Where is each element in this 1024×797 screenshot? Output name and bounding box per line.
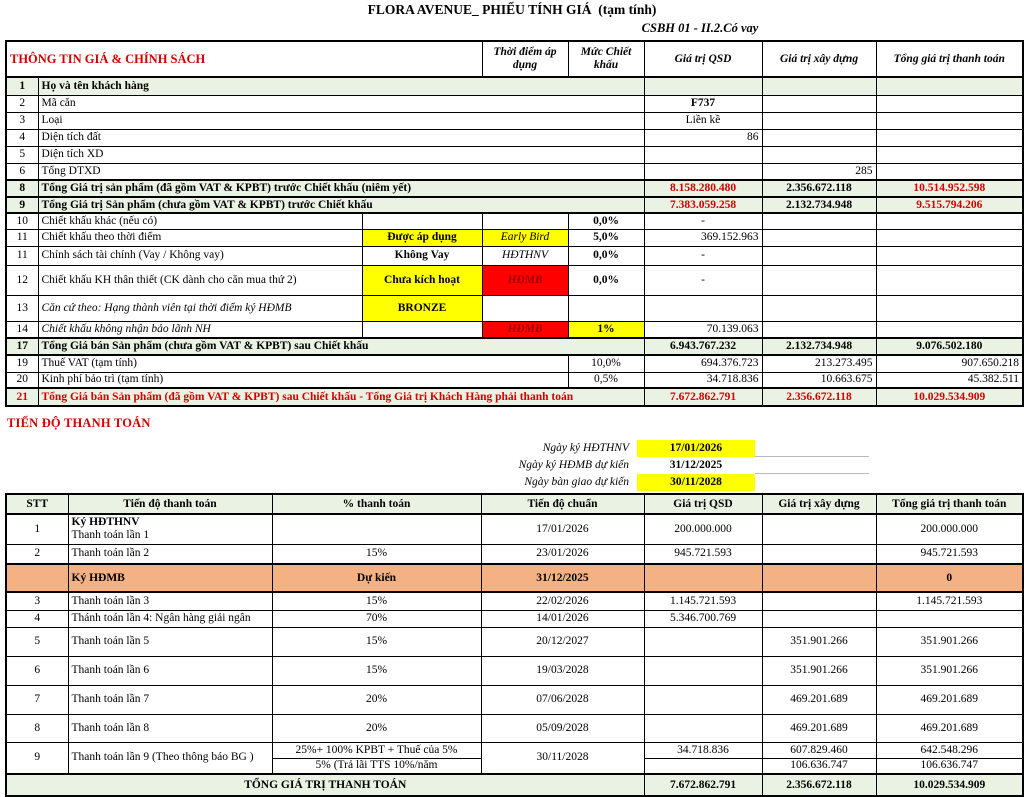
percent: 15% — [272, 627, 481, 656]
payment-section-title: TIẾN ĐỘ THANH TOÁN — [7, 416, 151, 430]
discount-period: Early Bird — [482, 229, 568, 246]
total-value: 907.650.218 — [876, 355, 1023, 372]
loyalty-status: Chưa kích hoạt — [362, 265, 482, 295]
cell — [876, 146, 1023, 163]
payment-total-row — [6, 774, 1023, 796]
cell — [876, 246, 1023, 265]
cell — [644, 564, 762, 592]
percent: 15% — [272, 592, 481, 610]
stt: 1 — [6, 514, 68, 544]
cell — [362, 321, 482, 338]
discount-rate: 0,0% — [568, 213, 644, 229]
percent: 5% (Trả lãi TTS 10%/năm — [272, 758, 481, 774]
stt — [6, 564, 68, 592]
table-row — [6, 514, 1023, 544]
table-row — [6, 265, 1023, 295]
total-value: 10.514.952.598 — [876, 180, 1023, 197]
total-value: 351.901.266 — [876, 656, 1023, 685]
payment-header-row — [6, 494, 1023, 514]
stt: 9 — [6, 742, 68, 774]
xd-value: 2.132.734.948 — [762, 338, 876, 355]
row-number: 2 — [6, 95, 38, 112]
milestone-label: Thánh toán lần 4: Ngân hàng giải ngân — [68, 610, 272, 627]
cell — [762, 295, 876, 321]
cell — [644, 758, 762, 774]
sales-policy-subtitle: CSBH 01 - II.2.Có vay — [641, 21, 759, 35]
land-area-label: Diện tích đất — [38, 129, 644, 146]
xd-value: 2.356.672.118 — [762, 180, 876, 197]
row-number: 5 — [6, 146, 38, 163]
cell — [762, 213, 876, 229]
qsd-value: 6.943.767.232 — [644, 338, 762, 355]
row-number: 9 — [6, 197, 38, 213]
contract-date-label: Ngày ký HĐMB dự kiến — [518, 459, 629, 471]
stt: 3 — [6, 592, 68, 610]
grand-total-label: TỔNG GIÁ TRỊ THANH TOÁN — [6, 774, 644, 796]
col-header-gia-tri-qsd: Giá trị QSD — [644, 41, 762, 77]
xd-value: 10.663.675 — [762, 372, 876, 388]
cell — [762, 321, 876, 338]
table-row — [6, 213, 1023, 229]
discount-rate: 0,0% — [568, 265, 644, 295]
cell — [362, 213, 482, 229]
total-value: 45.382.511 — [876, 372, 1023, 388]
row-number: 19 — [6, 355, 38, 372]
col-header-tong-gia-tri: Tổng giá trị thanh toán — [876, 494, 1023, 514]
membership-tier: BRONZE — [362, 295, 482, 321]
cell — [762, 112, 876, 129]
table-row — [6, 388, 1023, 406]
row-number: 14 — [6, 321, 38, 338]
contract-date-row — [5, 474, 1022, 491]
qsd-value: 369.152.963 — [644, 229, 762, 246]
due-date: 19/03/2028 — [481, 656, 644, 685]
col-header-muc-chiet-khau: Mức Chiết khấu — [568, 41, 644, 77]
milestone-label: Thanh toán lần 9 (Theo thông báo BG ) — [68, 742, 272, 774]
milestone-label: Thanh toán lần 3 — [68, 592, 272, 610]
table-row — [6, 321, 1023, 338]
payment-schedule-table — [5, 493, 1024, 797]
table-row — [6, 129, 1023, 146]
percent: 70% — [272, 610, 481, 627]
table-row — [6, 95, 1023, 112]
unit-code-label: Mã căn — [38, 95, 644, 112]
hdmb-milestone-row — [6, 564, 1023, 592]
total-value: 469.201.689 — [876, 685, 1023, 714]
contract-date-value: 31/12/2025 — [669, 459, 723, 471]
cell — [762, 514, 876, 544]
cell — [644, 163, 762, 180]
row-number: 17 — [6, 338, 38, 355]
unit-type-value: Liền kề — [644, 112, 762, 129]
stt: 8 — [6, 714, 68, 742]
qsd-value: 8.158.280.480 — [644, 180, 762, 197]
cell — [876, 295, 1023, 321]
pre-vat-total-label: Tổng Giá trị Sản phẩm (chưa gồm VAT & KPBT) trước Chiết khấu — [38, 197, 644, 213]
total-value: 469.201.689 — [876, 714, 1023, 742]
milestone-label: Thanh toán lần 6 — [68, 656, 272, 685]
col-header-tien-do: Tiến độ thanh toán — [68, 494, 272, 514]
stt: 5 — [6, 627, 68, 656]
row-number: 21 — [6, 388, 38, 406]
row-number: 3 — [6, 112, 38, 129]
other-discount-label: Chiết khấu khác (nếu có) — [38, 213, 362, 229]
price-table-body — [6, 41, 1023, 406]
qsd-value: - — [644, 246, 762, 265]
date-row-extension — [755, 474, 869, 491]
table-row — [6, 742, 1023, 758]
row-number: 4 — [6, 129, 38, 146]
stt: 2 — [6, 544, 68, 564]
total-value: 9.515.794.206 — [876, 197, 1023, 213]
qsd-value: - — [644, 213, 762, 229]
cell — [876, 95, 1023, 112]
xd-value: 351.901.266 — [762, 656, 876, 685]
finance-policy-label: Chính sách tài chính (Vay / Không vay) — [38, 246, 362, 265]
col-header-gia-tri-qsd: Giá trị QSD — [644, 494, 762, 514]
col-header-stt: STT — [6, 494, 68, 514]
due-date: 22/02/2026 — [481, 592, 644, 610]
table-row — [6, 610, 1023, 627]
cell — [762, 229, 876, 246]
maintenance-rate: 0,5% — [568, 372, 644, 388]
table-row — [6, 355, 1023, 372]
qsd-value: 945.721.593 — [644, 544, 762, 564]
table-row — [6, 544, 1023, 564]
due-date: 30/11/2028 — [481, 742, 644, 774]
contract-date-row — [5, 440, 1022, 457]
cell — [482, 213, 568, 229]
cell — [762, 544, 876, 564]
milestone-label: Thanh toán lần 8 — [68, 714, 272, 742]
percent: Dự kiến — [272, 564, 481, 592]
table-row — [6, 112, 1023, 129]
due-date: 31/12/2025 — [481, 564, 644, 592]
discount-rate: 1% — [568, 321, 644, 338]
total-value: 106.636.747 — [876, 758, 1023, 774]
cell — [876, 213, 1023, 229]
percent — [272, 514, 481, 544]
xd-value: 213.273.495 — [762, 355, 876, 372]
cell — [762, 95, 876, 112]
table-row — [6, 180, 1023, 197]
row-number: 6 — [6, 163, 38, 180]
milestone-label: Ký HĐMB — [68, 564, 272, 592]
contract-date-value: 30/11/2028 — [637, 474, 755, 491]
cell — [762, 129, 876, 146]
cell — [876, 321, 1023, 338]
col-header-gia-tri-xay-dung: Giá trị xây dựng — [762, 41, 876, 77]
total-dtxd-value: 285 — [762, 163, 876, 180]
qsd-value: 7.672.862.791 — [644, 388, 762, 406]
qsd-value: 7.383.059.258 — [644, 197, 762, 213]
total-value: 945.721.593 — [876, 544, 1023, 564]
due-date: 17/01/2026 — [481, 514, 644, 544]
row-number: 1 — [6, 77, 38, 95]
total-value: 351.901.266 — [876, 627, 1023, 656]
loyalty-period: HĐMB — [482, 265, 568, 295]
cell — [644, 656, 762, 685]
percent: 20% — [272, 685, 481, 714]
cell — [876, 229, 1023, 246]
xd-value: 2.356.672.118 — [762, 774, 876, 796]
customer-name-value — [644, 77, 762, 95]
date-row-extension — [755, 440, 869, 457]
build-area-label: Diện tích XD — [38, 146, 644, 163]
xd-value: 607.829.460 — [762, 742, 876, 758]
due-date: 05/09/2028 — [481, 714, 644, 742]
cell — [876, 163, 1023, 180]
customer-name-label: Họ và tên khách hàng — [38, 77, 644, 95]
qsd-value: 7.672.862.791 — [644, 774, 762, 796]
price-header-row — [6, 41, 1023, 77]
row-number: 12 — [6, 265, 38, 295]
stt: 7 — [6, 685, 68, 714]
xd-value: 351.901.266 — [762, 627, 876, 656]
row-number: 11 — [6, 229, 38, 246]
membership-basis-label: Căn cứ theo: Hạng thành viên tại thời điểm ký HĐMB — [38, 295, 362, 321]
contract-date-value: 17/01/2026 — [637, 440, 755, 457]
table-row — [6, 685, 1023, 714]
row-number: 13 — [6, 295, 38, 321]
unit-type-label: Loại — [38, 112, 644, 129]
discount-rate: 5,0% — [568, 229, 644, 246]
listed-total-label: Tổng Giá trị sản phẩm (đã gồm VAT & KPBT) trước Chiết khấu (niêm yết) — [38, 180, 644, 197]
col-header-tien-do-chuan: Tiến độ chuẩn — [481, 494, 644, 514]
total-value: 0 — [876, 564, 1023, 592]
after-discount-total-label: Tổng Giá bán Sản phẩm (chưa gồm VAT & KPBT) sau Chiết khấu — [38, 338, 644, 355]
col-header-thoi-diem: Thời điểm áp dụng — [482, 41, 568, 77]
total-value: 9.076.502.180 — [876, 338, 1023, 355]
contract-date-label: Ngày bàn giao dự kiến — [524, 476, 629, 488]
cell — [762, 77, 876, 95]
milestone-label: Thanh toán lần 5 — [68, 627, 272, 656]
table-row — [6, 372, 1023, 388]
price-policy-table — [5, 40, 1024, 407]
stt: 6 — [6, 656, 68, 685]
land-area-value: 86 — [644, 129, 762, 146]
qsd-value: 5.346.700.769 — [644, 610, 762, 627]
table-row — [6, 714, 1023, 742]
table-row — [6, 146, 1023, 163]
col-header-tong-gia-tri: Tổng giá trị thanh toán — [876, 41, 1023, 77]
maintenance-fee-label: Kinh phí bảo trì (tạm tính) — [38, 372, 568, 388]
qsd-value: 34.718.836 — [644, 372, 762, 388]
xd-value: 469.201.689 — [762, 685, 876, 714]
table-row — [6, 656, 1023, 685]
loyalty-discount-label: Chiết khấu KH thân thiết (CK dành cho căn mua thứ 2) — [38, 265, 362, 295]
milestone-label: Thanh toán lần 2 — [68, 544, 272, 564]
qsd-value: 70.139.063 — [644, 321, 762, 338]
percent: 25%+ 100% KPBT + Thuế của 5% — [272, 742, 481, 758]
qsd-value: 200.000.000 — [644, 514, 762, 544]
contract-date-label: Ngày ký HĐTHNV — [542, 442, 629, 454]
table-row — [6, 163, 1023, 180]
qsd-value: 1.145.721.593 — [644, 592, 762, 610]
table-row — [6, 197, 1023, 213]
xd-value: 2.356.672.118 — [762, 388, 876, 406]
cell — [762, 246, 876, 265]
qsd-value: 34.718.836 — [644, 742, 762, 758]
cell — [762, 265, 876, 295]
cell — [644, 685, 762, 714]
qsd-value: 694.376.723 — [644, 355, 762, 372]
contract-date-row — [5, 457, 1022, 474]
cell — [876, 265, 1023, 295]
total-value: 642.548.296 — [876, 742, 1023, 758]
milestone-label: Thanh toán lần 7 — [68, 685, 272, 714]
finance-period: HĐTHNV — [482, 246, 568, 265]
xd-value: 469.201.689 — [762, 714, 876, 742]
cell — [644, 295, 762, 321]
cell — [482, 295, 568, 321]
due-date: 20/12/2027 — [481, 627, 644, 656]
total-value: 200.000.000 — [876, 514, 1023, 544]
table-row — [6, 77, 1023, 95]
row-number: 11 — [6, 246, 38, 265]
table-row — [6, 229, 1023, 246]
cell — [762, 146, 876, 163]
total-value: 10.029.534.909 — [876, 774, 1023, 796]
finance-status: Không Vay — [362, 246, 482, 265]
col-header-percent: % thanh toán — [272, 494, 481, 514]
cell — [644, 146, 762, 163]
cell — [876, 112, 1023, 129]
row-number: 20 — [6, 372, 38, 388]
total-dtxd-label: Tổng DTXD — [38, 163, 644, 180]
total-value: 1.145.721.593 — [876, 592, 1023, 610]
discount-status: Được áp dụng — [362, 229, 482, 246]
row-number: 8 — [6, 180, 38, 197]
cell — [876, 77, 1023, 95]
due-date: 23/01/2026 — [481, 544, 644, 564]
xd-value: 2.132.734.948 — [762, 197, 876, 213]
table-row — [6, 592, 1023, 610]
percent: 20% — [272, 714, 481, 742]
time-discount-label: Chiết khấu theo thời điểm — [38, 229, 362, 246]
col-header-gia-tri-xay-dung: Giá trị xây dựng — [762, 494, 876, 514]
vat-rate: 10,0% — [568, 355, 644, 372]
due-date: 07/06/2028 — [481, 685, 644, 714]
stt: 4 — [6, 610, 68, 627]
cell — [876, 610, 1023, 627]
cell — [644, 714, 762, 742]
payment-table-body — [6, 494, 1023, 796]
due-date: 14/01/2026 — [481, 610, 644, 627]
cell — [876, 129, 1023, 146]
date-row-extension — [755, 457, 869, 474]
cell — [644, 627, 762, 656]
contract-dates — [5, 440, 1022, 491]
qsd-value: - — [644, 265, 762, 295]
final-total-label: Tổng Giá bán Sản phẩm (đã gồm VAT & KPBT) sau Chiết khấu - Tổng Giá trị Khách Hàng phải thanh toán — [38, 388, 644, 406]
milestone-label: Ký HĐTHNV Thanh toán lần 1 — [68, 514, 272, 544]
xd-value: 106.636.747 — [762, 758, 876, 774]
table-row — [6, 338, 1023, 355]
row-number: 10 — [6, 213, 38, 229]
no-guarantee-period: HĐMB — [482, 321, 568, 338]
percent: 15% — [272, 656, 481, 685]
cell — [762, 610, 876, 627]
total-value: 10.029.534.909 — [876, 388, 1023, 406]
vat-label: Thuế VAT (tạm tính) — [38, 355, 568, 372]
table-row — [6, 627, 1023, 656]
table-row — [6, 295, 1023, 321]
price-table-title: THÔNG TIN GIÁ & CHÍNH SÁCH — [6, 41, 482, 77]
unit-code-value: F737 — [644, 95, 762, 112]
discount-rate: 0,0% — [568, 246, 644, 265]
table-row — [6, 246, 1023, 265]
cell — [762, 564, 876, 592]
page-title: FLORA AVENUE_ PHIẾU TÍNH GIÁ (tạm tính) — [367, 2, 657, 17]
no-guarantee-discount-label: Chiết khấu không nhận bảo lãnh NH — [38, 321, 362, 338]
cell — [762, 592, 876, 610]
cell — [568, 295, 644, 321]
percent: 15% — [272, 544, 481, 564]
